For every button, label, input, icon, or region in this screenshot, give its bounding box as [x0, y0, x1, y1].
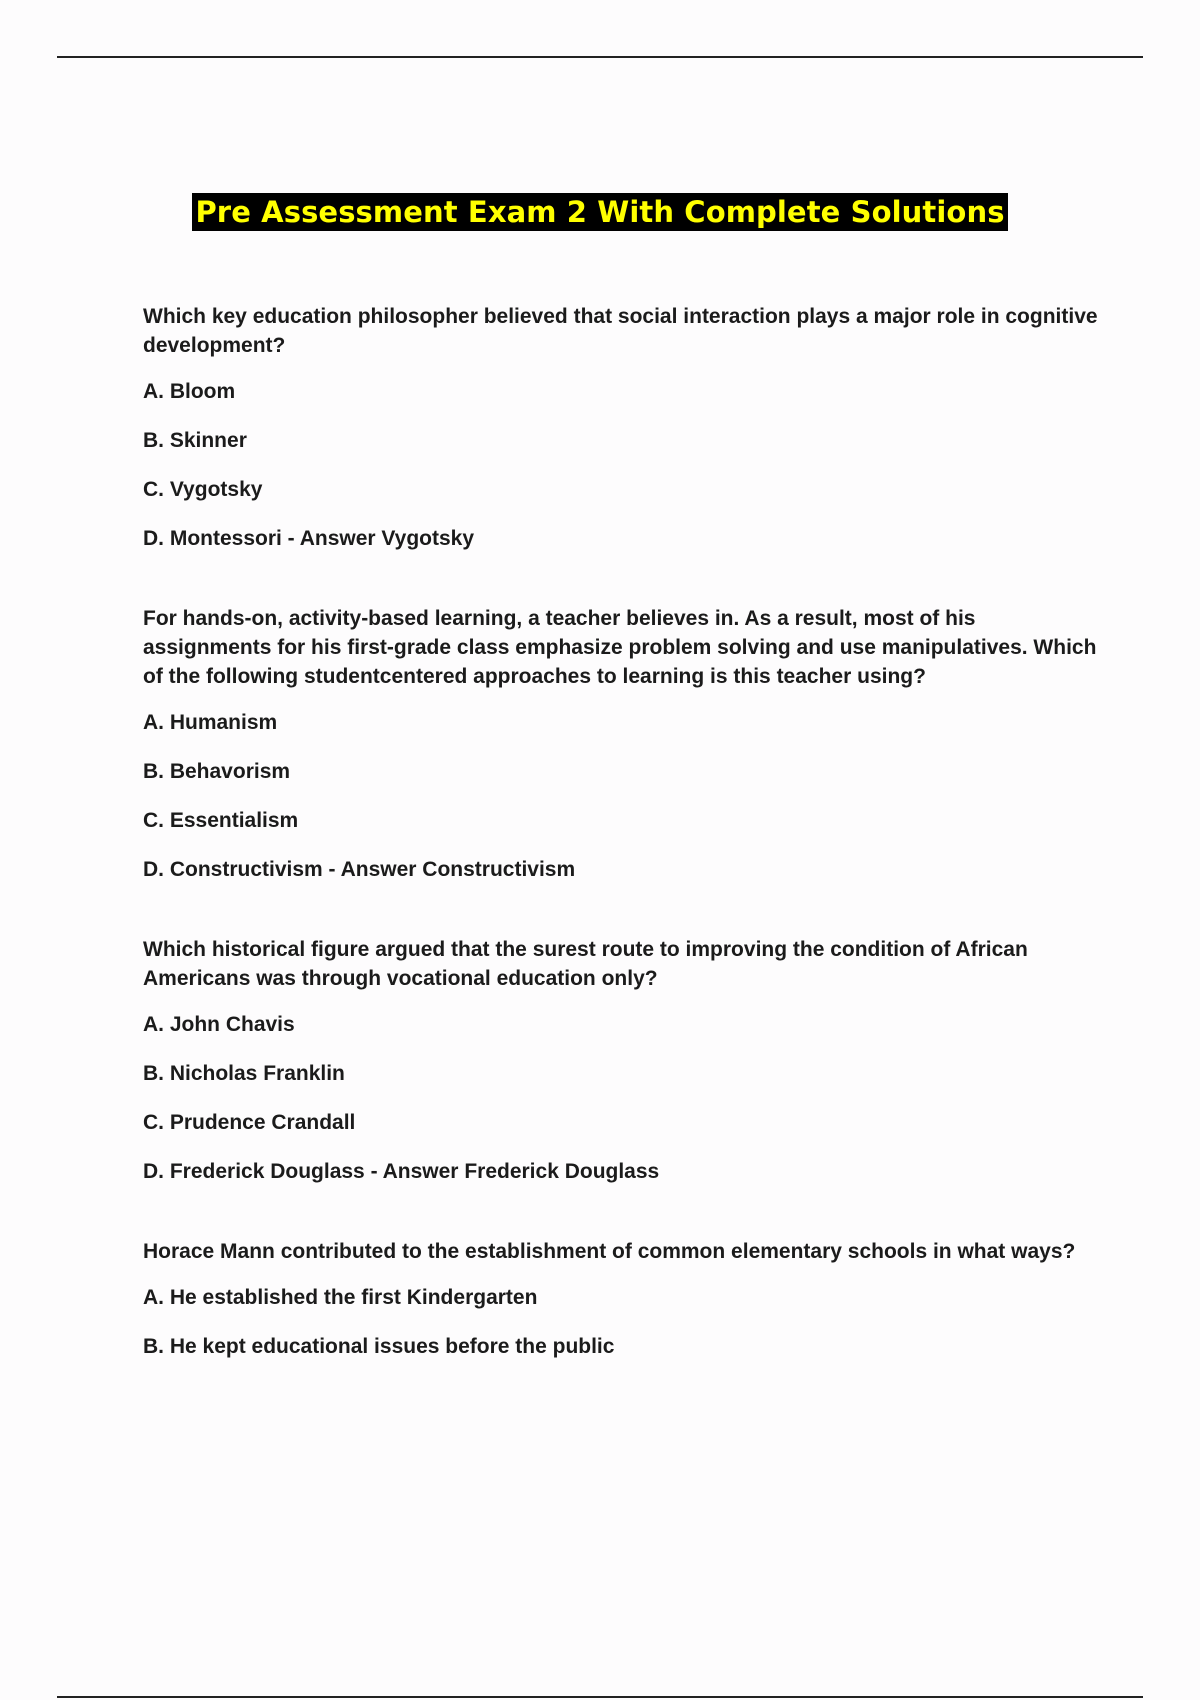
answer-option: A. John Chavis [143, 1013, 295, 1036]
answer-option: A. Bloom [143, 380, 236, 403]
question-text: For hands-on, activity-based learning, a teacher believes in. As a result, most of his assignments for his first-grade class emphasize problem solving and use manipulatives. Which of the following studentcentered approaches to learning is this teacher using? [143, 607, 1097, 688]
answer-option: D. Frederick Douglass - Answer Frederick Douglass [143, 1160, 660, 1183]
header-rule [57, 56, 1143, 58]
answer-option: B. He kept educational issues before the public [143, 1335, 615, 1358]
answer-option: C. Prudence Crandall [143, 1111, 356, 1134]
answer-option: A. Humanism [143, 711, 278, 734]
title-container [0, 193, 1200, 231]
answer-option: D. Montessori - Answer Vygotsky [143, 527, 475, 550]
question-block [143, 302, 1103, 552]
question-block [143, 935, 1103, 1185]
answer-option: D. Constructivism - Answer Constructivism [143, 858, 576, 881]
answer-option: B. Nicholas Franklin [143, 1062, 345, 1085]
question-block [143, 604, 1103, 883]
question-list [143, 302, 1103, 1412]
question-text: Horace Mann contributed to the establishment of common elementary schools in what ways? [143, 1240, 1076, 1263]
answer-option: A. He established the first Kindergarten [143, 1286, 538, 1309]
answer-option: C. Vygotsky [143, 478, 263, 501]
answer-option: B. Skinner [143, 429, 247, 452]
page-title: Pre Assessment Exam 2 With Complete Solutions [192, 193, 1007, 231]
question-text: Which key education philosopher believed that social interaction plays a major role in cognitive development? [143, 305, 1098, 357]
answer-option: C. Essentialism [143, 809, 299, 832]
question-block [143, 1237, 1103, 1360]
footer-rule [57, 1696, 1143, 1698]
answer-option: B. Behavorism [143, 760, 291, 783]
question-text: Which historical figure argued that the surest route to improving the condition of African Americans was through vocational education only? [143, 938, 1028, 990]
